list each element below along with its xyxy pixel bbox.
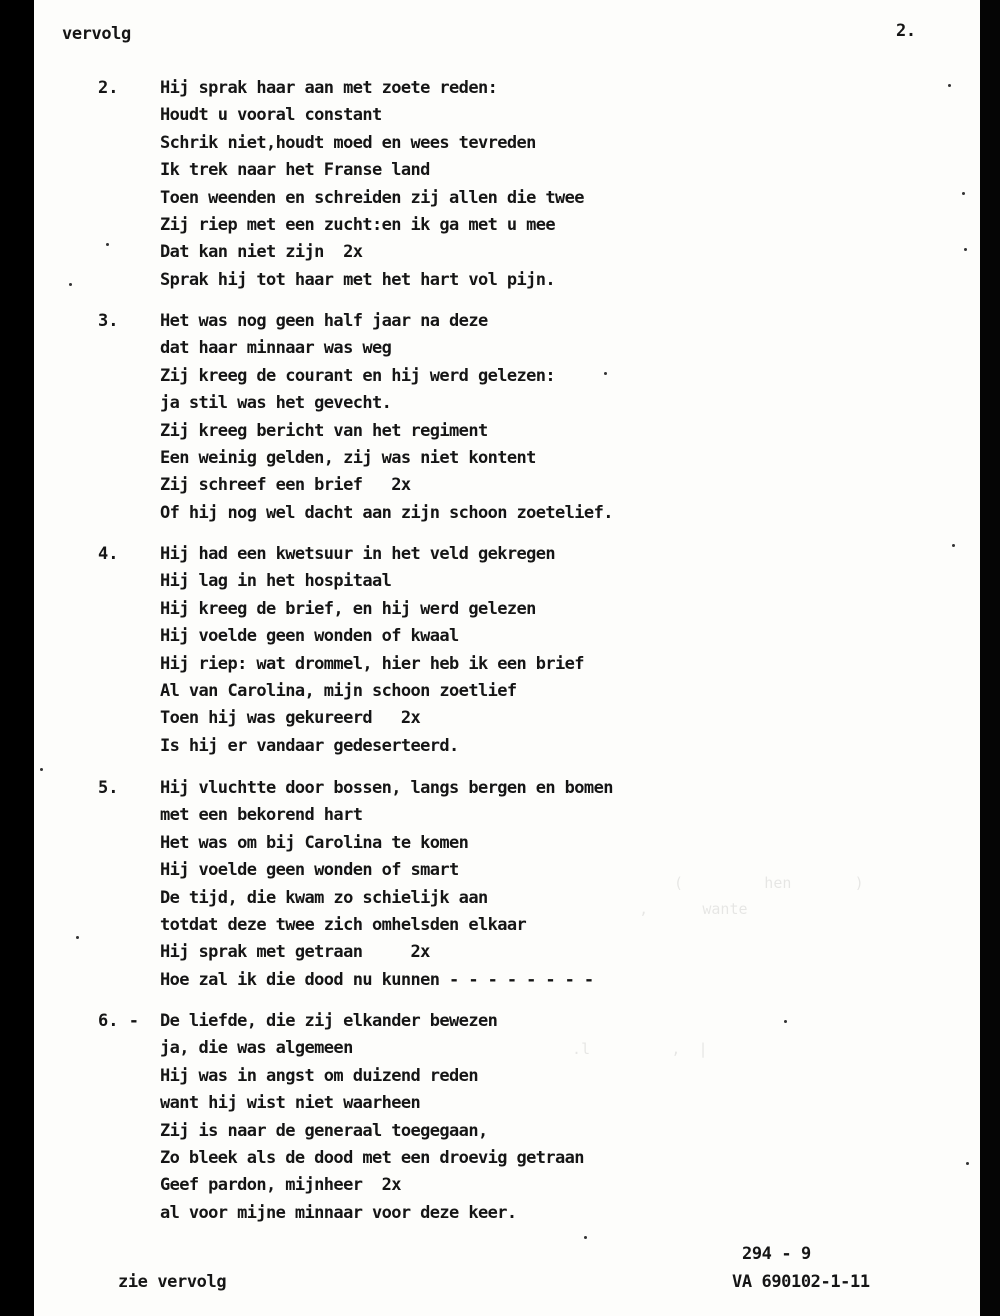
scan-speck <box>962 192 965 195</box>
scan-speck <box>964 248 967 251</box>
scan-speck <box>948 84 951 87</box>
verse-line: Het was nog geen half jaar na deze <box>160 311 488 331</box>
header-left: vervolg <box>62 24 131 44</box>
verse-line: Houdt u vooral constant <box>160 105 382 126</box>
verse-line: Zij riep met een zucht:en ik ga met u mee <box>160 214 556 235</box>
verse-line: Toen weenden en schreiden zij allen die twee <box>160 187 584 208</box>
document-page <box>34 0 980 1316</box>
verse-line: Zij schreef een brief 2x <box>160 475 411 496</box>
verse-line: Een weinig gelden, zij was niet kontent <box>160 447 536 468</box>
verse-line: Of hij nog wel dacht aan zijn schoon zoetelief. <box>160 502 613 523</box>
verse-line: Is hij er vandaar gedeserteerd. <box>160 735 459 756</box>
page-number: 2. <box>896 21 916 41</box>
scan-speck <box>584 1236 587 1239</box>
verse-line: Het was om bij Carolina te komen <box>160 832 469 853</box>
verse-line: Hij had een kwetsuur in het veld gekregen <box>160 544 556 564</box>
verse-line: al voor mijne minnaar voor deze keer. <box>160 1202 517 1223</box>
stanza-number: 3. <box>98 311 119 331</box>
stanza-number: 2. <box>98 78 119 98</box>
verse-line: Schrik niet,houdt moed en wees tevreden <box>160 132 536 153</box>
verse-line: want hij wist niet waarheen <box>160 1093 421 1114</box>
verse-line: De liefde, die zij elkander bewezen <box>160 1011 498 1031</box>
verse-line: Ik trek naar het Franse land <box>160 160 430 181</box>
verse-line: Geef pardon, mijnheer 2x <box>160 1175 401 1196</box>
verse-line: Zo bleek als de dood met een droevig getraan <box>160 1147 584 1168</box>
verse-line: Hoe zal ik die dood nu kunnen - - - - - - - - <box>160 969 594 990</box>
verse-line: Zij kreeg de courant en hij werd gelezen: <box>160 365 556 386</box>
verse-line: Toen hij was gekureerd 2x <box>160 708 421 729</box>
footer-code-number: 294 - 9 <box>742 1244 811 1264</box>
verse-line: Hij lag in het hospitaal <box>160 571 392 592</box>
scan-speck <box>106 243 109 246</box>
verse-line: Hij sprak haar aan met zoete reden: <box>160 78 498 98</box>
scan-speck <box>76 936 79 939</box>
stanza-number: 6. - <box>98 1011 139 1031</box>
stanza-lines <box>160 308 613 527</box>
verse-line: Zij is naar de generaal toegegaan, <box>160 1120 488 1141</box>
verse-line: Al van Carolina, mijn schoon zoetlief <box>160 680 517 701</box>
scan-speck <box>952 544 955 547</box>
verse-line: Hij voelde geen wonden of smart <box>160 860 459 881</box>
scan-border <box>980 0 1000 1316</box>
verse-line: ja, die was algemeen <box>160 1038 353 1059</box>
show-through-text: , wante <box>594 900 766 918</box>
verse-line: Hij kreeg de brief, en hij werd gelezen <box>160 598 536 619</box>
stanza-number: 4. <box>98 544 119 564</box>
stanza-lines <box>160 1008 584 1227</box>
scan-speck <box>40 768 43 771</box>
verse-line: Hij voelde geen wonden of kwaal <box>160 626 459 647</box>
stanza-number: 5. <box>98 778 119 798</box>
stanza-lines <box>160 541 584 760</box>
verse-line: met een bekorend hart <box>160 805 363 826</box>
footer-archive-code: VA 690102-1-11 <box>732 1272 870 1292</box>
show-through-text: ( hen ) <box>674 874 864 892</box>
scan-speck <box>69 283 72 286</box>
verse-line: De tijd, die kwam zo schielijk aan <box>160 887 488 908</box>
scan-speck <box>966 1162 969 1165</box>
show-through-text: .l , | <box>554 1040 708 1058</box>
verse-line: Hij riep: wat drommel, hier heb ik een brief <box>160 653 584 674</box>
verse-line: Dat kan niet zijn 2x <box>160 242 363 263</box>
stanza-lines <box>160 75 584 294</box>
verse-line: totdat deze twee zich omhelsden elkaar <box>160 914 527 935</box>
verse-line: Sprak hij tot haar met het hart vol pijn. <box>160 269 556 290</box>
scan-speck <box>784 1020 787 1023</box>
verse-line: dat haar minnaar was weg <box>160 338 392 359</box>
stanza-lines <box>160 775 613 994</box>
verse-line: Hij sprak met getraan 2x <box>160 942 430 963</box>
verse-line: Hij was in angst om duizend reden <box>160 1065 478 1086</box>
verse-line: Zij kreeg bericht van het regiment <box>160 420 488 441</box>
verse-line: ja stil was het gevecht. <box>160 393 392 414</box>
footer-continued: zie vervolg <box>118 1272 227 1292</box>
verse-line: Hij vluchtte door bossen, langs bergen en bomen <box>160 778 613 798</box>
scan-speck <box>604 372 607 375</box>
